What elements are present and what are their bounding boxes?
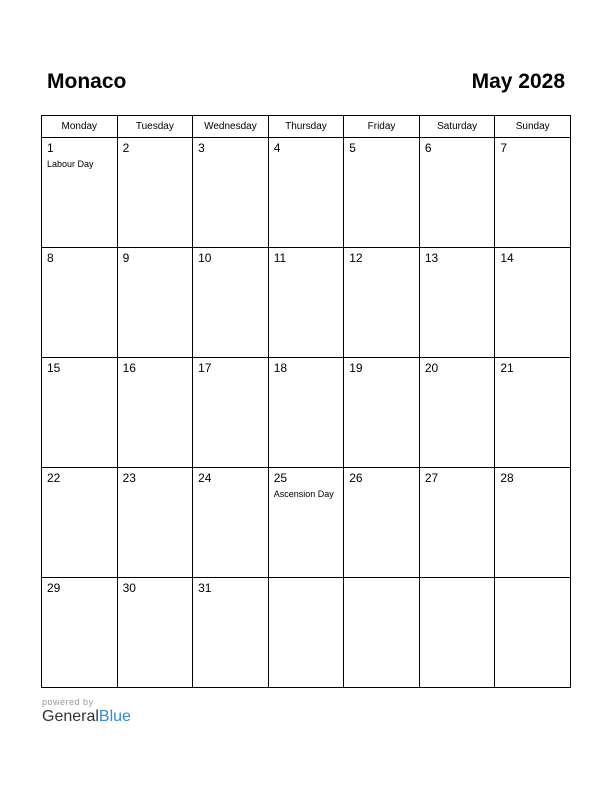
footer [42,697,131,726]
week-row [42,358,571,468]
day-number: 12 [349,251,363,265]
day-cell [193,358,269,468]
day-cell [42,138,118,248]
holiday-label: Ascension Day [273,489,334,499]
day-number: 11 [273,251,287,265]
day-cell [268,358,344,468]
day-cell [42,248,118,358]
day-number: 18 [273,361,288,375]
day-cell [344,248,420,358]
day-cell [495,138,571,248]
day-cell [344,468,420,578]
day-cell [117,358,193,468]
country-title: Monaco [47,70,127,93]
day-cell [344,578,420,688]
day-cell [419,138,495,248]
week-row [42,138,571,248]
day-cell [419,358,495,468]
day-number: 17 [198,361,212,375]
day-number: 23 [122,471,136,485]
day-number: 30 [122,581,136,595]
brand-blue: Blue [98,708,131,725]
day-number: 16 [122,361,136,375]
day-cell [193,578,269,688]
day-cell [495,578,571,688]
day-number: 15 [47,361,61,375]
day-number: 19 [349,361,363,375]
day-cell [268,248,344,358]
day-cell [419,578,495,688]
brand-general: General [42,708,99,725]
day-cell [495,248,571,358]
day-number: 22 [47,471,61,485]
day-number: 8 [47,251,54,265]
day-cell [419,468,495,578]
day-cell [117,138,193,248]
day-number: 20 [424,361,439,375]
weekday-header: Saturday [419,116,495,138]
day-cell [193,468,269,578]
day-cell [344,138,420,248]
holiday-label: Labour Day [47,159,94,169]
day-number: 28 [500,471,514,485]
weekday-header: Wednesday [193,116,269,138]
week-row [42,248,571,358]
day-cell [344,358,420,468]
weekday-header-row [42,116,571,138]
day-number: 13 [424,251,439,265]
day-cell [42,578,118,688]
week-row [42,468,571,578]
day-cell [117,248,193,358]
day-number: 5 [349,141,356,155]
day-number: 25 [273,471,288,485]
day-number: 31 [198,581,212,595]
day-number: 3 [198,141,205,155]
calendar-grid [41,115,571,688]
day-number: 27 [424,471,439,485]
day-number: 2 [122,141,130,155]
day-number: 1 [47,141,54,155]
day-cell [117,578,193,688]
brand-logo [42,708,131,726]
day-cell [419,248,495,358]
powered-by-text: powered by [42,697,94,707]
day-cell [268,578,344,688]
weekday-header: Sunday [495,116,571,138]
day-cell [495,358,571,468]
day-number: 26 [349,471,363,485]
weekday-header: Tuesday [117,116,193,138]
day-cell [42,358,118,468]
day-cell [268,468,344,578]
day-number: 9 [122,251,130,265]
day-cell [117,468,193,578]
day-cell [193,138,269,248]
day-number: 24 [198,471,212,485]
day-number: 10 [198,251,212,265]
day-cell [193,248,269,358]
month-title: May 2028 [471,70,565,93]
day-number: 21 [500,361,514,375]
day-cell [42,468,118,578]
day-number: 4 [273,141,281,155]
day-cell [268,138,344,248]
week-row [42,578,571,688]
weekday-header: Friday [344,116,420,138]
day-number: 6 [424,141,432,155]
day-number: 29 [47,581,61,595]
weekday-header: Monday [42,116,118,138]
weekday-header: Thursday [268,116,344,138]
day-number: 14 [500,251,514,265]
day-number: 7 [500,141,508,155]
day-cell [495,468,571,578]
